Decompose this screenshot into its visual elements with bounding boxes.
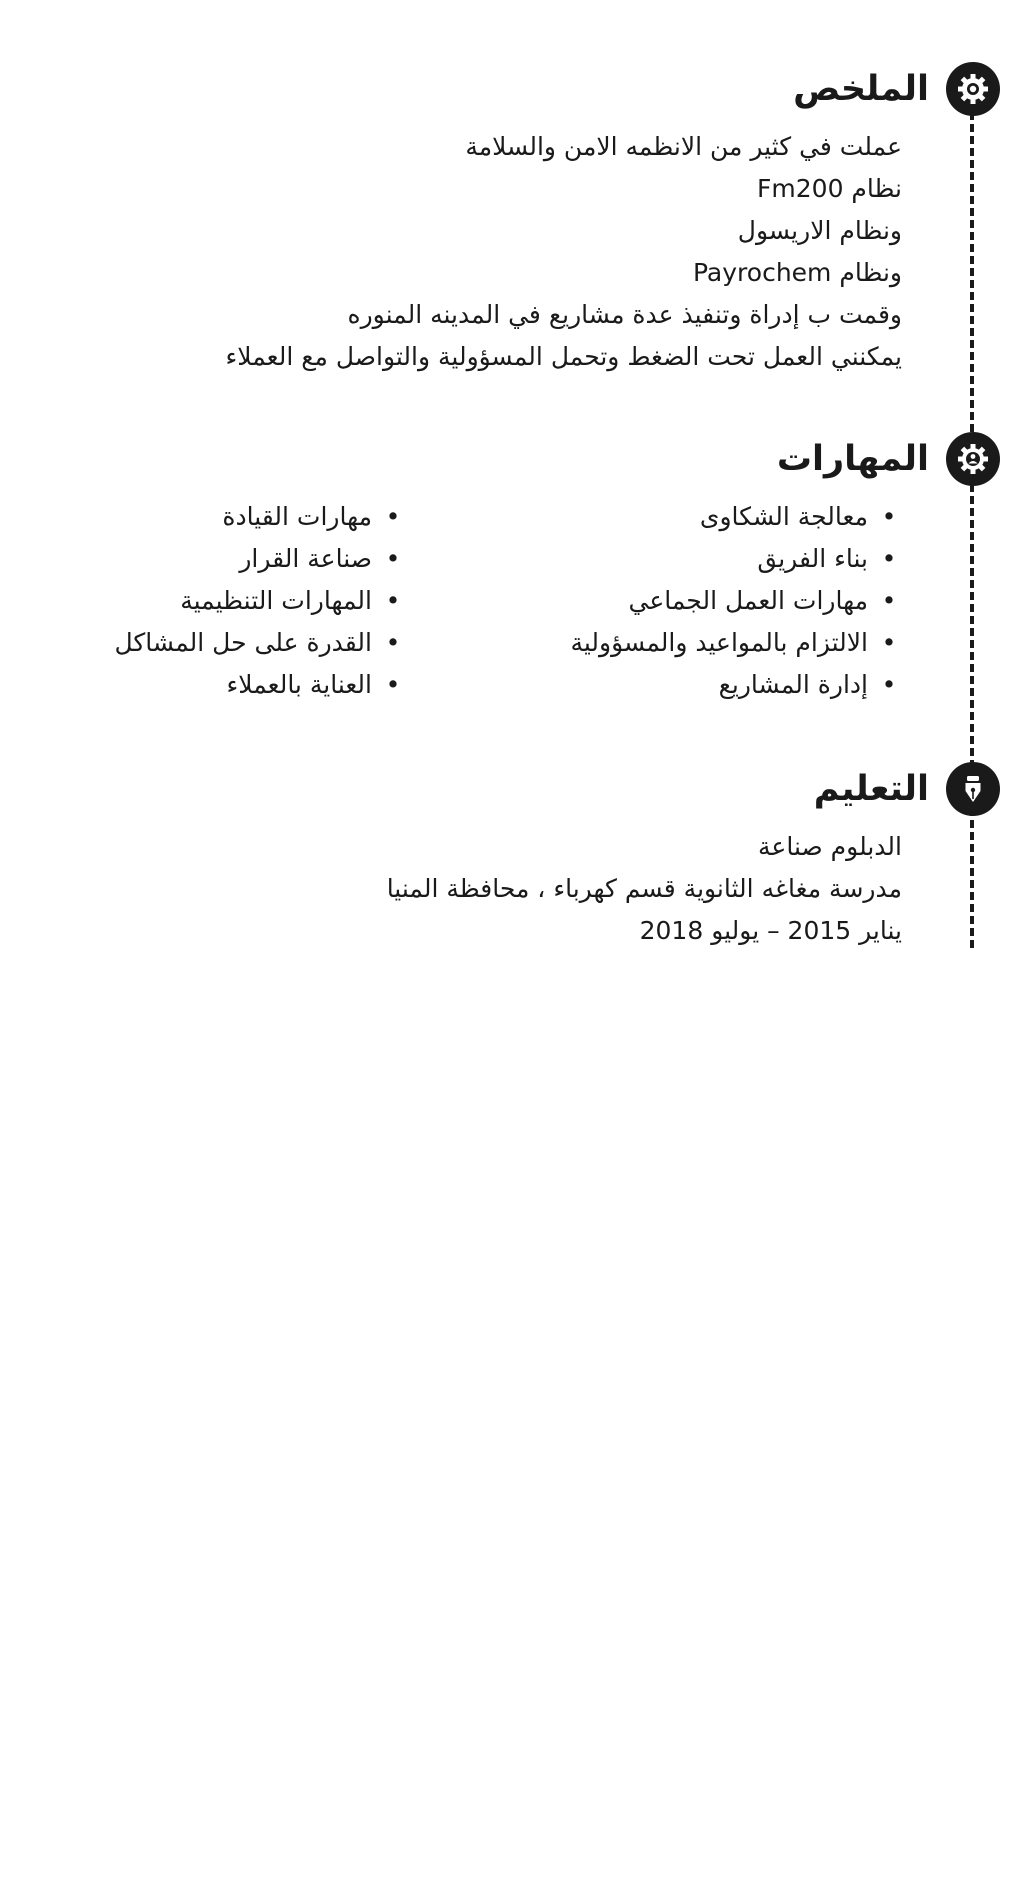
bullet-icon: • [881, 502, 897, 531]
education-lines [387, 826, 902, 952]
bullet-icon: • [881, 628, 897, 657]
timeline-line [970, 88, 974, 948]
skill-item: •بناء الفريق [570, 538, 902, 580]
bullet-icon: • [385, 628, 401, 657]
skill-item: •إدارة المشاريع [570, 664, 902, 706]
bullet-icon: • [385, 502, 401, 531]
education-degree: الدبلوم صناعة [758, 832, 902, 861]
bullet-icon: • [385, 544, 401, 573]
bullet-icon: • [881, 544, 897, 573]
gear-icon [946, 62, 1000, 116]
summary-line: ونظام الاريسول [737, 216, 902, 245]
summary-lines [226, 126, 902, 378]
education-school: مدرسة مغاغه الثانوية قسم كهرباء ، محافظة المنيا [386, 874, 902, 903]
summary-line: يمكنني العمل تحت الضغط وتحمل المسؤولية والتواصل مع العملاء [225, 342, 902, 371]
summary-line: عملت في كثير من الانظمه الامن والسلامة [465, 132, 902, 161]
education-dates: يناير 2015 – يوليو 2018 [639, 916, 902, 945]
education-title: التعليم [813, 769, 929, 809]
bullet-icon: • [881, 670, 897, 699]
summary-line: نظام Fm200 [757, 174, 902, 203]
skills-column-right [570, 496, 902, 706]
skill-item: •صناعة القرار [114, 538, 406, 580]
bullet-icon: • [881, 586, 897, 615]
bullet-icon: • [385, 670, 401, 699]
summary-title: الملخص [793, 69, 929, 109]
skill-item: •مهارات العمل الجماعي [570, 580, 902, 622]
skill-item: •العناية بالعملاء [114, 664, 406, 706]
summary-line: ونظام Payrochem [692, 258, 902, 287]
summary-line: وقمت ب إدراة وتنفيذ عدة مشاريع في المدينه المنوره [347, 300, 902, 329]
pen-nib-icon [946, 762, 1000, 816]
bullet-icon: • [385, 586, 401, 615]
skill-item: •مهارات القيادة [114, 496, 406, 538]
skill-item: •المهارات التنظيمية [114, 580, 406, 622]
skills-column-left [114, 496, 406, 706]
skill-item: •القدرة على حل المشاكل [114, 622, 406, 664]
skills-title: المهارات [776, 439, 929, 479]
gear-person-icon [946, 432, 1000, 486]
skill-item: •الالتزام بالمواعيد والمسؤولية [570, 622, 902, 664]
skill-item: •معالجة الشكاوى [570, 496, 902, 538]
